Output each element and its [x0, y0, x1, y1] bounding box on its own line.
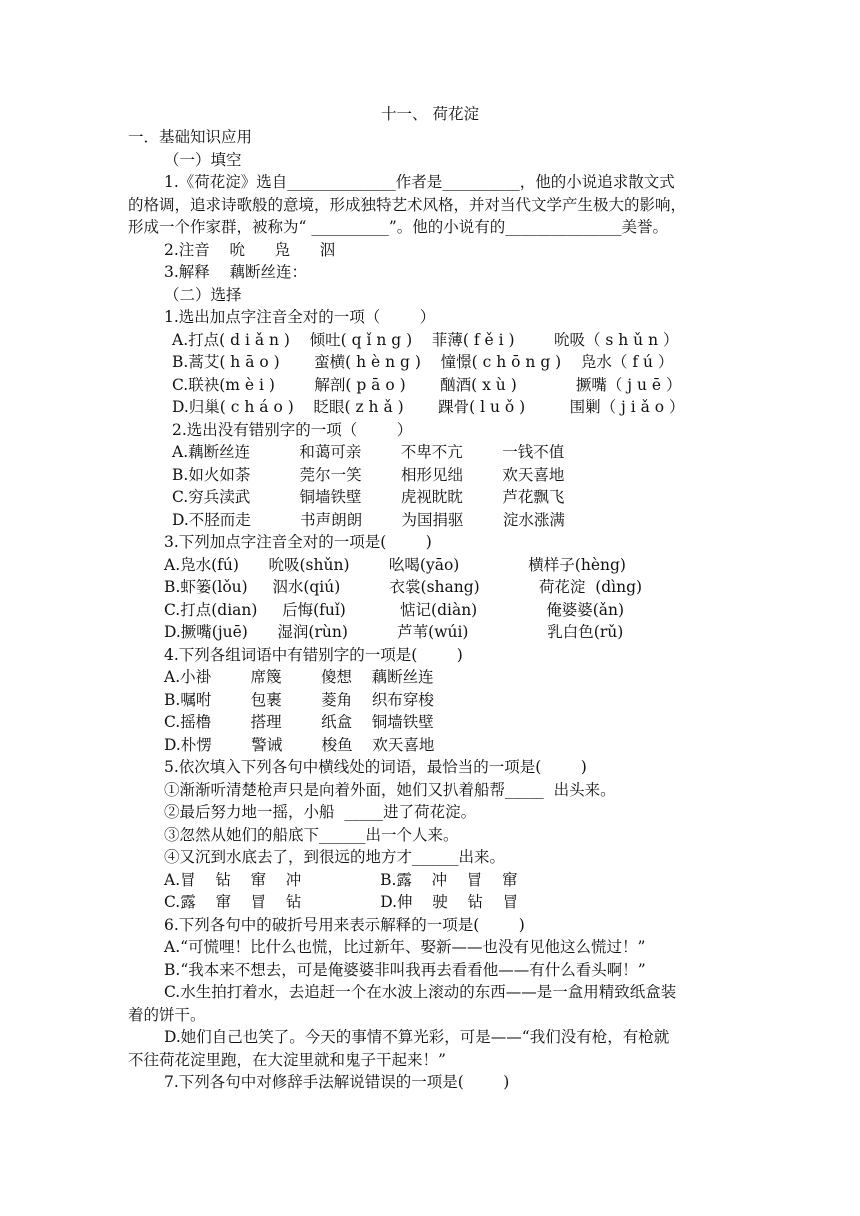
- option-line: A.小褂 席篾 傻想 藕断丝连: [164, 668, 434, 686]
- option-line: D.撅嘴(juē) 湿润(rùn) 芦苇(wúi) 乳白色(rǔ): [164, 623, 624, 641]
- sentence-line: ①渐渐听清楚枪声只是向着外面，她们又扒着船帮_____ 出头来。: [164, 781, 616, 799]
- question-text: 6.下列各句中的破折号用来表示解释的一项是( ): [164, 916, 525, 934]
- option-line: C.水生拍打着水，去追赶一个在水波上滚动的东西——是一盒用精致纸盒装: [164, 983, 677, 1001]
- question-text: 3.解释 藕断丝连：: [164, 263, 307, 281]
- option-line: B.虾篓(lǒu) 泅水(qiú) 衣裳(shang) 荷花淀 (dìng): [164, 578, 643, 596]
- question-text: 2.选出没有错别字的一项（ ）: [172, 421, 413, 439]
- option-line: C.摇橹 搭理 纸盒 铜墙铁壁: [164, 713, 434, 731]
- question-text: 的格调，追求诗歌般的意境，形成独特艺术风格，并对当代文学产生极大的影响，: [128, 196, 687, 214]
- option-line: A.凫水(fú) 吮吸(shǔn) 吆喝(yāo) 横样子(hèng): [164, 556, 626, 574]
- section-heading: 一．基础知识应用: [128, 128, 253, 146]
- option-line: 着的饼干。: [128, 1006, 206, 1024]
- option-line: B.如火如荼 莞尔一笑 相形见绌 欢天喜地: [172, 466, 565, 484]
- option-line: D.朴愣 警诫 梭鱼 欢天喜地: [164, 736, 435, 754]
- question-text: 2.注音 吮 凫 泅: [164, 241, 336, 259]
- question-text: 3.下列加点字注音全对的一项是( ): [164, 533, 432, 551]
- option-line: A.藕断丝连 和蔼可亲 不卑不亢 一钱不值: [172, 443, 565, 461]
- option-line: D.她们自己也笑了。今天的事情不算光彩，可是——“我们没有枪，有枪就: [164, 1028, 670, 1046]
- subsection-heading: （一）填空: [164, 151, 242, 169]
- question-text: 7.下列各句中对修辞手法解说错误的一项是( ): [164, 1073, 510, 1091]
- question-text: 1.选出加点字注音全对的一项（ ）: [164, 308, 436, 326]
- sentence-line: ②最后努力地一摇，小船 _____进了荷花淀。: [164, 803, 477, 821]
- option-line: B.嘱咐 包裹 菱角 织布穿梭: [164, 691, 434, 709]
- option-line: D.归巢( c h á o ) 眨眼( z h ǎ ) 踝骨( l u ǒ ) 围剿（ j i ǎ o ）: [172, 398, 685, 416]
- sentence-line: ③忽然从她们的船底下______出一个人来。: [164, 826, 459, 844]
- sentence-line: ④又沉到水底去了，到很远的地方才______出来。: [164, 848, 506, 866]
- question-text: 5.依次填入下列各句中横线处的词语，最恰当的一项是( ): [164, 758, 587, 776]
- page-title: 十一、 荷花淀: [381, 105, 479, 123]
- option-line: C.打点(dian) 后悔(fuǐ) 惦记(diàn) 俺婆婆(ǎn): [164, 601, 625, 619]
- option-line: B.“我本来不想去，可是俺婆婆非叫我再去看看他——有什么看头啊！”: [164, 961, 646, 979]
- option-line: D.不胫而走 书声朗朗 为国捐驱 淀水涨满: [172, 511, 565, 529]
- option-line: 不往荷花淀里跑，在大淀里就和鬼子干起来！”: [128, 1051, 446, 1069]
- question-text: 形成一个作家群，被称为“ __________”。他的小说有的_______________美誉。: [128, 218, 669, 236]
- option-line: A.打点( d i ǎ n ) 倾吐( q ǐ n g ) 菲薄( f ě i ) 吮吸（ s h ǔ n ）: [172, 331, 679, 349]
- option-line: C.穷兵渎武 铜墙铁壁 虎视眈眈 芦花飘飞: [172, 488, 565, 506]
- option-line: A.“可慌哩！比什么也慌，比过新年、娶新——也没有见他这么慌过！”: [164, 938, 646, 956]
- option-line: C.联袂(m è i ) 解剖( p ā o ) 酗酒( x ù ) 撅嘴（ j u ē ）: [172, 376, 682, 394]
- option-line: B.蒿艾( h ā o ) 蛮横( h è n g ) 憧憬( c h ō n g ) 凫水（ f ú ）: [172, 353, 674, 371]
- option-line: A.冒 钻 窜 冲 B.露 冲 冒 窜: [164, 871, 518, 889]
- question-text: 4.下列各组词语中有错别字的一项是( ): [164, 646, 463, 664]
- question-text: 1.《荷花淀》选自______________作者是__________，他的小说追求散文式: [164, 173, 675, 191]
- option-line: C.露 窜 冒 钻 D.伸 驶 钻 冒: [164, 893, 519, 911]
- subsection-heading: （二）选择: [164, 286, 242, 304]
